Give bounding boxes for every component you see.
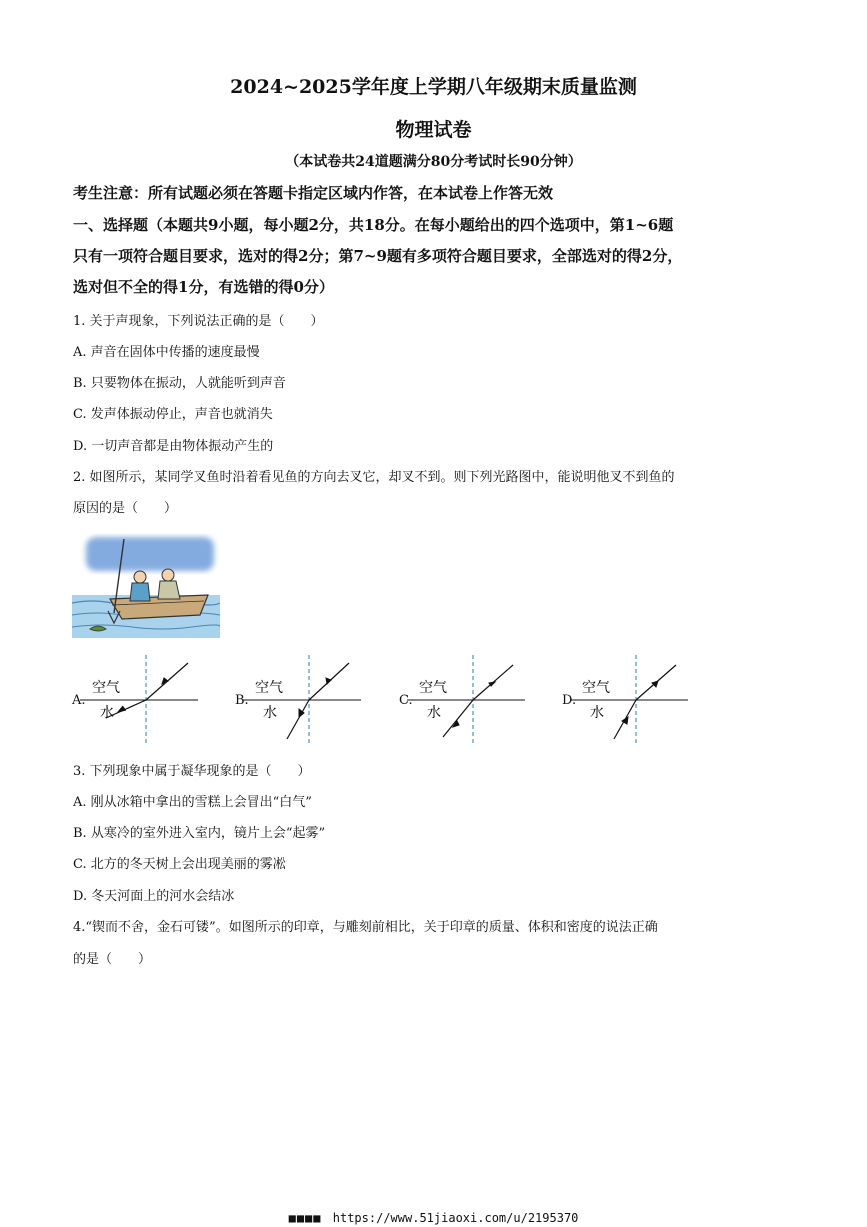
q2-stem-line-1: 2. 如图所示，某同学叉鱼时沿着看见鱼的方向去叉它，却叉不到。则下列光路图中，能说明他叉不到鱼的	[73, 470, 675, 485]
water-label: 水	[427, 704, 441, 720]
q3-stem: 3. 下列现象中属于凝华现象的是（ ）	[73, 764, 311, 779]
q2-diagram-d	[570, 655, 705, 743]
q1-stem: 1. 关于声现象，下列说法正确的是（ ）	[73, 314, 324, 329]
air-label: 空气	[255, 679, 283, 695]
section-line-1: 一、选择题（本题共9小题，每小题2分，共18分。在每小题给出的四个选项中，第1~6题	[73, 216, 674, 234]
q1-option-c: C. 发声体振动停止，声音也就消失	[73, 407, 273, 422]
water-label: 水	[590, 704, 604, 720]
page-title: 2024~2025学年度上学期八年级期末质量监测	[230, 76, 637, 98]
q3-option-a: A. 刚从冰箱中拿出的雪糕上会冒出“白气”	[73, 795, 312, 810]
q4-stem-line-1: 4.“锲而不舍，金石可镂”。如图所示的印章，与雕刻前相比，关于印章的质量、体积和密度的说法正确	[73, 920, 658, 935]
q2-option-a-letter: A.	[72, 693, 86, 708]
q2-option-d-letter: D.	[562, 693, 577, 708]
q2-stem-line-2: 原因的是（ ）	[73, 501, 178, 516]
water-label: 水	[100, 704, 114, 720]
exam-info-note: （本试卷共24道题满分80分考试时长90分钟）	[285, 154, 582, 170]
q3-option-b: B. 从寒冷的室外进入室内，镜片上会“起雾”	[73, 826, 326, 841]
q1-option-a: A. 声音在固体中传播的速度最慢	[73, 345, 260, 360]
arrow-icon	[118, 706, 126, 712]
footer-marks: ■■■■	[288, 1211, 322, 1225]
q2-option-c-letter: C.	[399, 693, 413, 708]
q1-option-d: D. 一切声音都是由物体振动产生的	[73, 439, 274, 454]
footer	[0, 1211, 867, 1225]
arrow-icon	[326, 678, 331, 684]
section-line-2: 只有一项符合题目要求，选对的得2分；第7~9题有多项符合题目要求，全部选对的得2分，	[73, 247, 683, 265]
air-label: 空气	[92, 679, 120, 695]
q1-option-b: B. 只要物体在振动，人就能听到声音	[73, 376, 286, 391]
air-label: 空气	[419, 679, 447, 695]
section-line-3: 选对但不全的得1分，有选错的得0分）	[73, 278, 334, 296]
arrow-icon	[652, 681, 658, 687]
footer-url[interactable]: https://www.51jiaoxi.com/u/2195370	[332, 1211, 579, 1225]
q2-option-b-letter: B.	[235, 693, 249, 708]
fishing-boat-illustration	[72, 533, 220, 638]
q2-diagram-a	[80, 655, 215, 743]
q3-option-d: D. 冬天河面上的河水会结冰	[73, 889, 235, 904]
page-subtitle: 物理试卷	[395, 119, 472, 141]
air-label: 空气	[582, 679, 610, 695]
q4-stem-line-2: 的是（ ）	[73, 952, 152, 967]
q2-diagram-c	[407, 655, 542, 743]
q2-diagram-b	[243, 655, 378, 743]
water-label: 水	[263, 704, 277, 720]
candidate-notice: 考生注意：所有试题必须在答题卡指定区域内作答，在本试卷上作答无效	[73, 184, 554, 202]
section-instructions	[73, 210, 733, 303]
q3-option-c: C. 北方的冬天树上会出现美丽的雾凇	[73, 857, 286, 872]
